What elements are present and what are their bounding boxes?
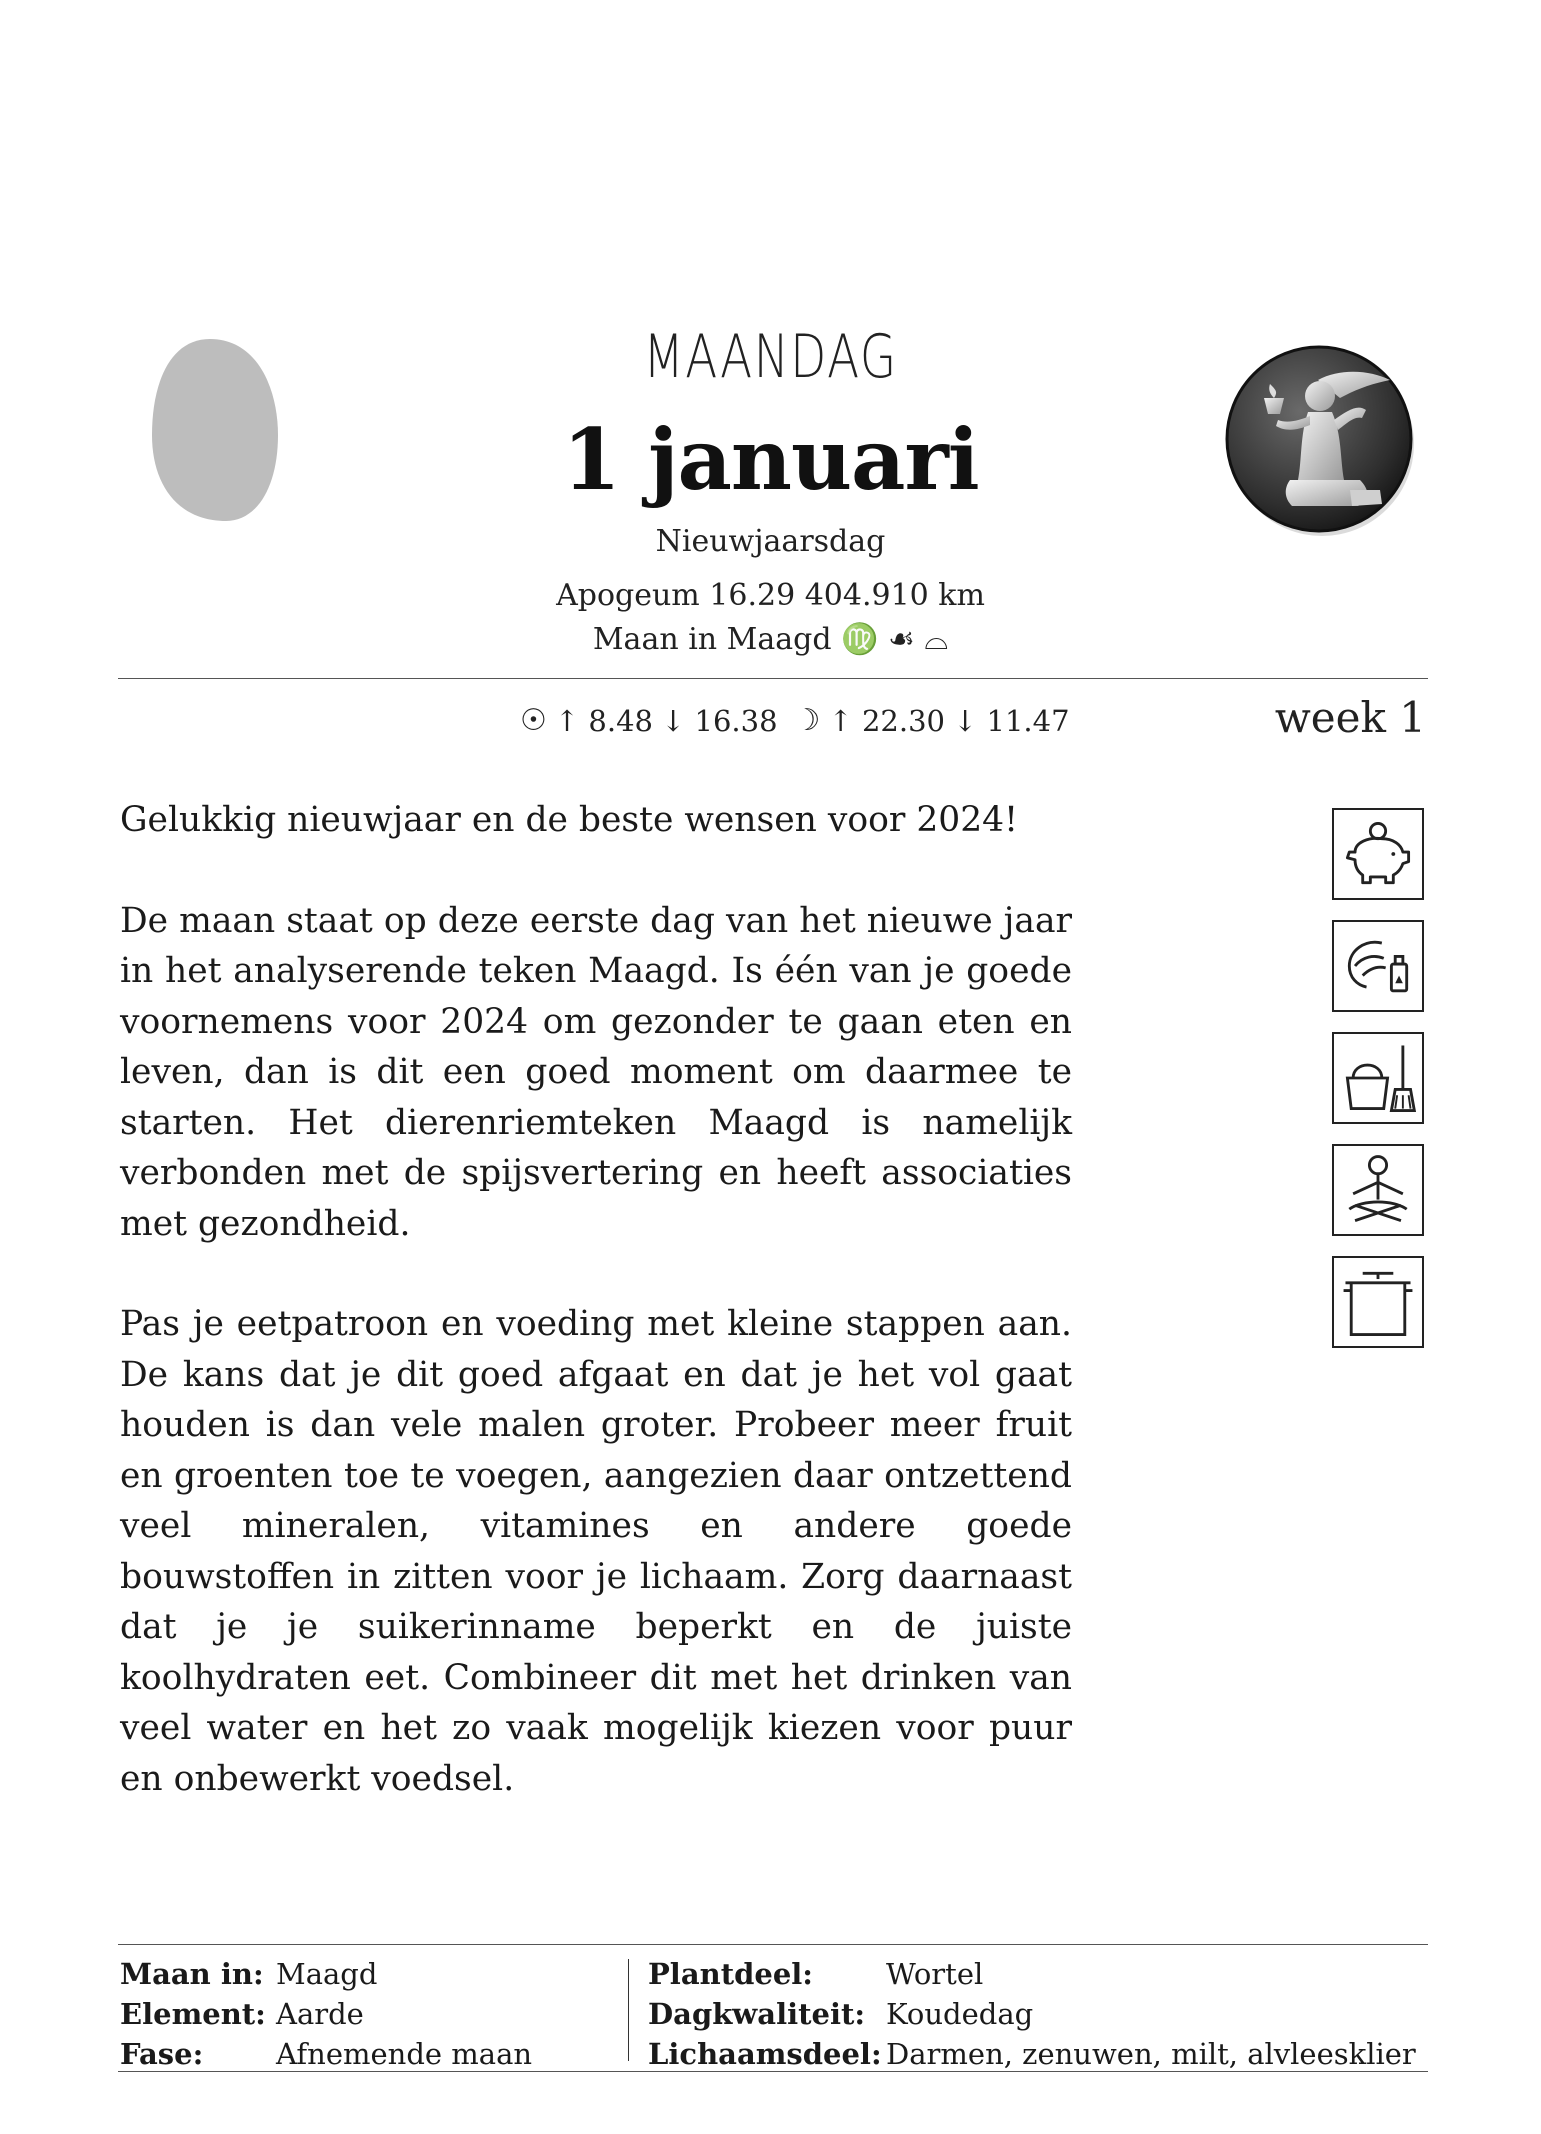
plant-label: Plantdeel: bbox=[648, 1957, 813, 1991]
cleaning-bucket-icon bbox=[1332, 1032, 1424, 1124]
body-part-value: Darmen, zenuwen, milt, alvleesklier bbox=[886, 2037, 1416, 2071]
piggy-bank-icon bbox=[1332, 808, 1424, 900]
moon-rise-time: ↑ 22.30 bbox=[828, 703, 945, 738]
cooking-pot-icon bbox=[1332, 1256, 1424, 1348]
sun-set-time: ↓ 16.38 bbox=[661, 703, 778, 738]
paragraph: Pas je eetpatroon en voeding met kleine stappen aan. De kans dat je dit goed afgaat en dat je het vol gaat houden is dan vele malen groter. Probeer meer fruit en groenten toe te voegen, aangezien daar ontzettend veel mineralen, vitamines en andere goede bouwstoffen in zitten voor je lichaam. Zorg daarnaast dat je je suikerinname beperkt en de juiste koolhydraten eet. Combineer dit met het drinken van veel water en het zo vaak mogelijk kiezen voor puur en onbewerkt voedsel. bbox=[120, 1304, 1072, 1799]
body-part-label: Lichaamsdeel: bbox=[648, 2037, 882, 2071]
body-text bbox=[120, 795, 1072, 1804]
date-title: 1 januari bbox=[562, 410, 979, 509]
sun-icon: ☉ bbox=[520, 703, 547, 738]
hair-care-icon bbox=[1332, 920, 1424, 1012]
paragraph: De maan staat op deze eerste dag van het nieuwe jaar in het analyserende teken Maagd. Is één van je goede voornemens voor 2024 om gezonder te gaan eten en leven, dan is dit een goed moment om daarmee te starten. Het dierenriemteken Maagd is namelijk verbonden met de spijsvertering en heeft associaties met gezondheid. bbox=[120, 900, 1072, 1244]
phase-value: Afnemende maan bbox=[276, 2037, 533, 2071]
plant-value: Wortel bbox=[886, 1957, 984, 1991]
moon-set-time: ↓ 11.47 bbox=[953, 703, 1070, 738]
moon-icon: ☽ bbox=[793, 703, 821, 738]
phase-label: Fase: bbox=[120, 2037, 204, 2071]
week-number: week 1 bbox=[1274, 693, 1426, 742]
meditation-icon bbox=[1332, 1144, 1424, 1236]
holiday-label: Nieuwjaarsdag bbox=[655, 524, 886, 559]
info-table bbox=[118, 1944, 1428, 2072]
quality-label: Dagkwaliteit: bbox=[648, 1997, 866, 2031]
apogee-info: Apogeum 16.29 404.910 km bbox=[556, 578, 985, 613]
greeting: Gelukkig nieuwjaar en de beste wensen voor 2024! bbox=[120, 800, 1018, 840]
rise-set-times bbox=[520, 703, 1070, 738]
day-name: MAANDAG bbox=[643, 322, 898, 392]
moon-label: Maan in: bbox=[120, 1957, 264, 1991]
moon-sign-info: Maan in Maagd ♍ ☙ ⌓ bbox=[592, 622, 949, 657]
header-divider bbox=[118, 678, 1428, 679]
table-divider bbox=[628, 1959, 629, 2061]
element-label: Element: bbox=[120, 1997, 266, 2031]
moon-value: Maagd bbox=[276, 1957, 378, 1991]
sun-rise-time: ↑ 8.48 bbox=[554, 703, 653, 738]
element-value: Aarde bbox=[276, 1997, 364, 2031]
quality-value: Koudedag bbox=[886, 1997, 1034, 2031]
